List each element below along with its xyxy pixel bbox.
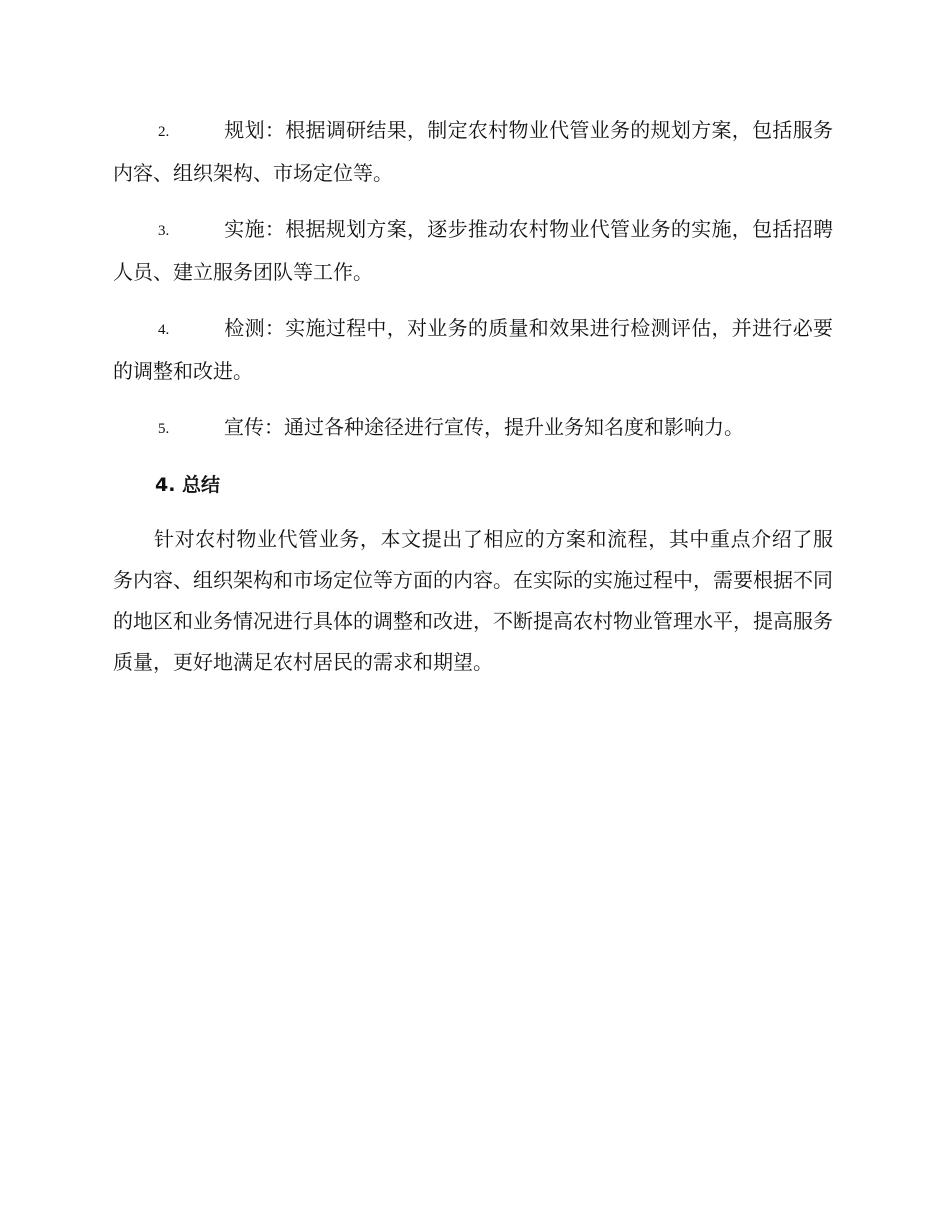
list-item-number: 5.	[158, 421, 170, 437]
list-item-number: 2.	[158, 124, 170, 140]
list-item-text: 检测：实施过程中，对业务的质量和效果进行检测评估，并进行必要的调整和改进。	[113, 316, 833, 383]
list-item-promotion	[113, 407, 833, 450]
summary-paragraph: 针对农村物业代管业务，本文提出了相应的方案和流程，其中重点介绍了服务内容、组织架构和市场定位等方面的内容。在实际的实施过程中，需要根据不同的地区和业务情况进行具体的调整和改进，不断提高农村物业管理水平，提高服务质量，更好地满足农村居民的需求和期望。	[113, 527, 833, 674]
list-item-number: 3.	[158, 223, 170, 239]
page-content	[113, 110, 833, 683]
list-item-number: 4.	[158, 322, 170, 338]
list-item-text: 实施：根据规划方案，逐步推动农村物业代管业务的实施，包括招聘人员、建立服务团队等工作。	[113, 217, 833, 284]
list-item-planning	[113, 110, 833, 194]
section-heading-summary: 4. 总结	[155, 474, 221, 496]
list-item-text: 规划：根据调研结果，制定农村物业代管业务的规划方案，包括服务内容、组织架构、市场定位等。	[113, 118, 833, 185]
list-item-implementation	[113, 209, 833, 293]
list-item-text: 宣传：通过各种途径进行宣传，提升业务知名度和影响力。	[224, 415, 744, 439]
list-item-inspection	[113, 308, 833, 392]
